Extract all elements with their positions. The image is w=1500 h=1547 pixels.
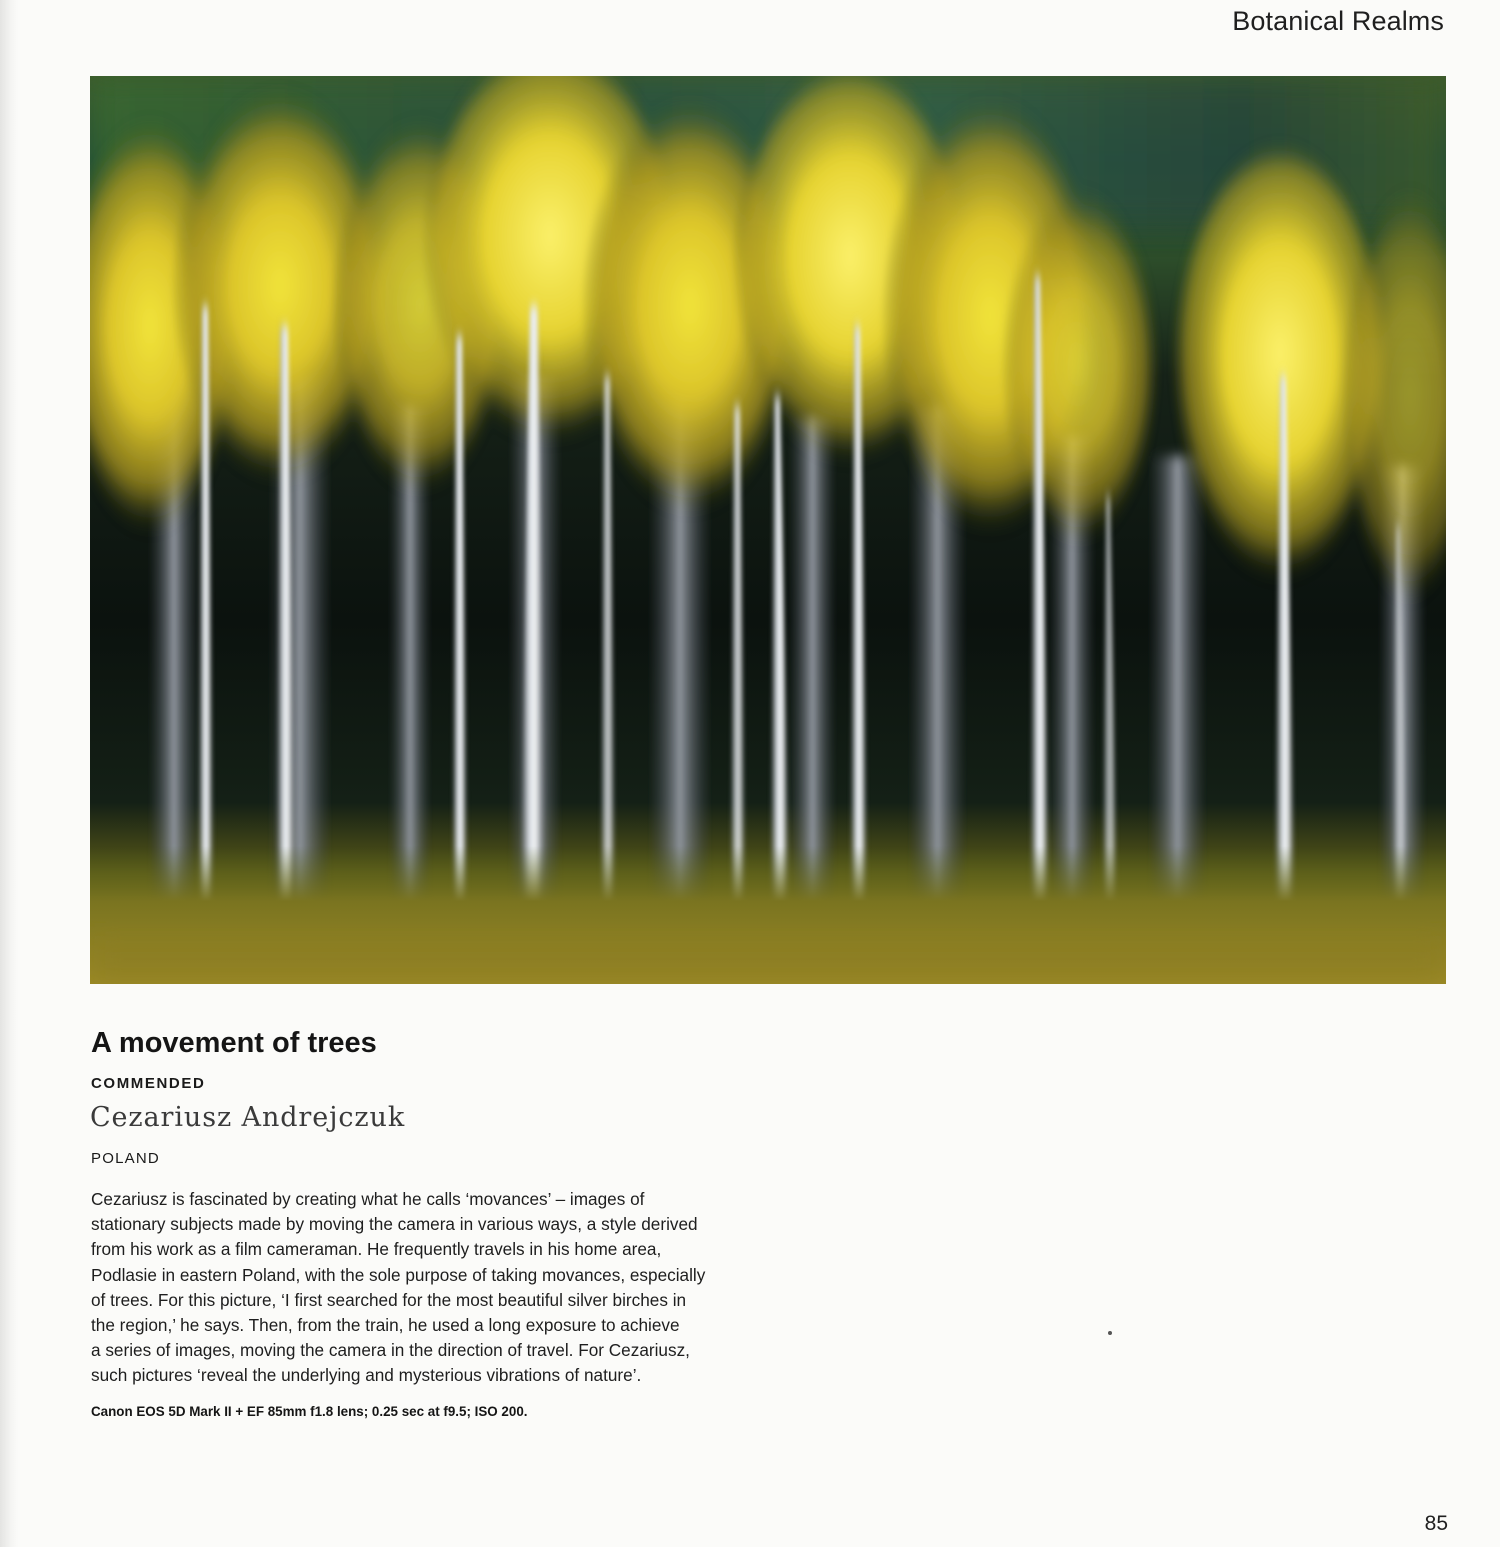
- description-line: Podlasie in eastern Poland, with the sole purpose of taking movances, especially: [91, 1264, 706, 1285]
- description-line: from his work as a film cameraman. He frequently travels in his home area,: [91, 1239, 662, 1260]
- camera-settings: Canon EOS 5D Mark II + EF 85mm f1.8 lens; 0.25 sec at f9.5; ISO 200.: [91, 1404, 528, 1419]
- description-paragraph: [91, 1187, 756, 1389]
- description-line: Cezariusz is fascinated by creating what he calls ‘movances’ – images of: [91, 1189, 645, 1209]
- description-line: the region,’ he says. Then, from the train, he used a long exposure to achieve: [91, 1315, 680, 1336]
- section-header: Botanical Realms: [1232, 6, 1444, 36]
- photographer-name: Cezariusz Andrejczuk: [90, 1102, 406, 1133]
- award-label: COMMENDED: [91, 1075, 206, 1092]
- birch-trees-photo: [90, 76, 1446, 984]
- description-line: stationary subjects made by moving the camera in various ways, a style derived: [91, 1214, 698, 1235]
- photo-title: A movement of trees: [91, 1027, 377, 1059]
- page-gutter-shadow: [0, 0, 18, 1547]
- print-speck: [1108, 1331, 1112, 1335]
- description-line: such pictures ‘reveal the underlying and mysterious vibrations of nature’.: [91, 1365, 642, 1386]
- page-number: 85: [1424, 1512, 1448, 1535]
- photographer-country: POLAND: [91, 1150, 160, 1167]
- description-line: of trees. For this picture, ‘I first searched for the most beautiful silver birches in: [91, 1289, 687, 1310]
- description-line: a series of images, moving the camera in the direction of travel. For Cezariusz,: [91, 1340, 690, 1361]
